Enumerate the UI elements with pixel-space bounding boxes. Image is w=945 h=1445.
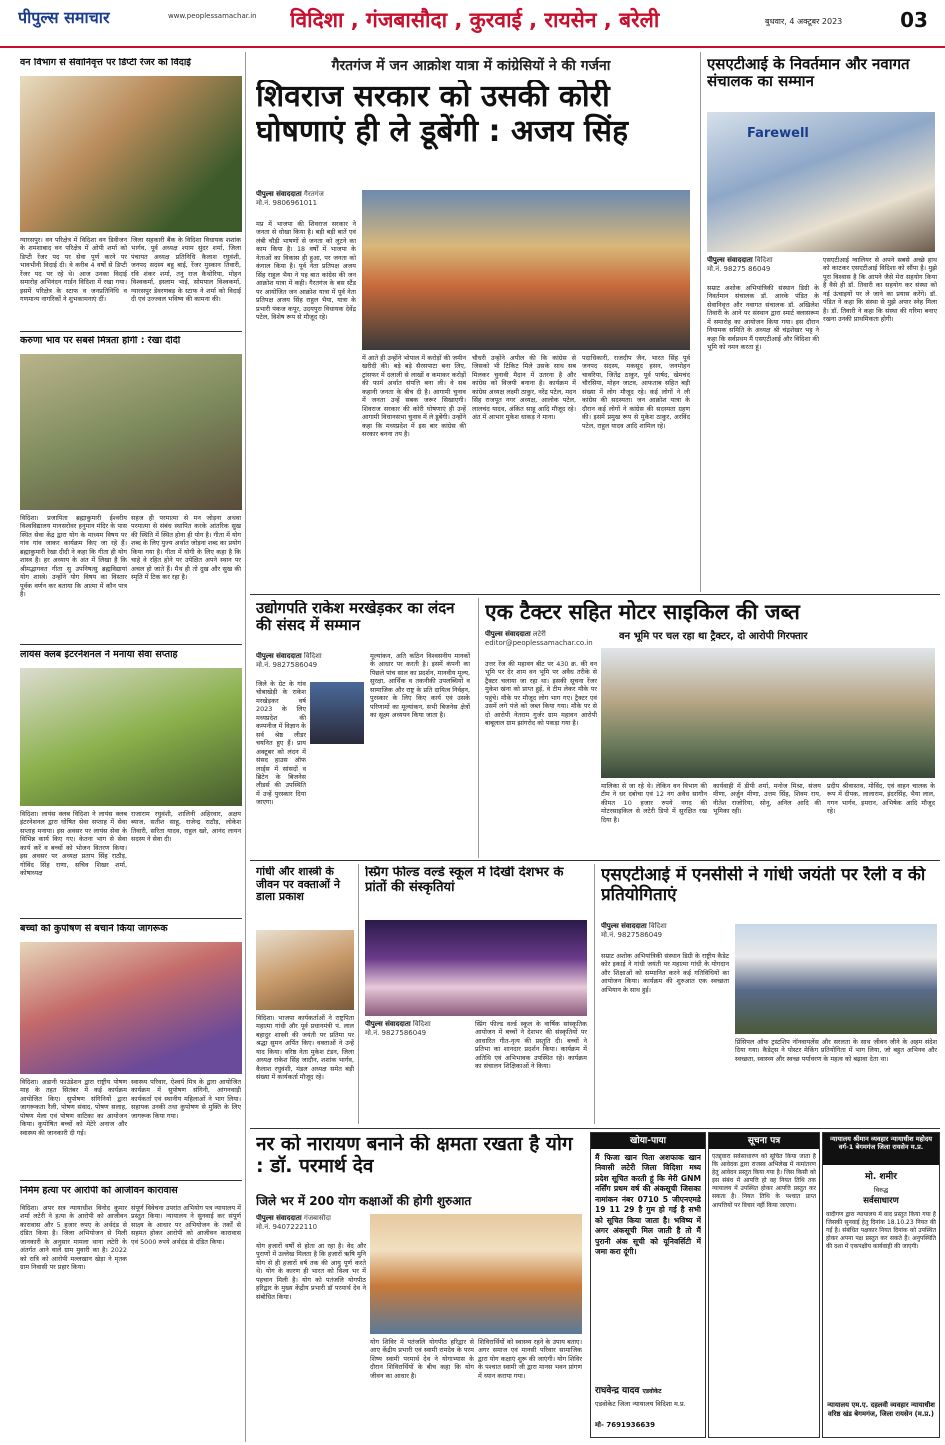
byline (707, 256, 819, 282)
story-body: कार्यवाही में डीपी शर्मा, मनोज मिश्रा, संजय मीणा, अर्जुन मीणा, उत्तम सिंह, शिवम राय, नीतेश राजोरिया, सोनू, अनिल आदि की भूमिका रही। (713, 782, 821, 816)
classified-lost (590, 1132, 706, 1438)
rally-photo (735, 924, 937, 1034)
lead-story (250, 52, 695, 592)
news-photo (256, 930, 354, 1010)
advocate-role: एडवोकेट (642, 1388, 662, 1395)
portrait-photo (310, 682, 364, 744)
story-headline: स्प्रिंग फील्ड वर्ल्ड स्कूल में दिखीं देशभर के प्रांतों की संस्कृतियां (365, 866, 564, 895)
ncc-story (594, 864, 940, 1124)
advocate-fullname: राघवेन्द्र यादव (595, 1386, 640, 1395)
story-subhead: वन भूमि पर चल रहा था ट्रैक्टर, दो आरोपी गिरफ्तार (619, 631, 808, 642)
story-body: मूल्यांकन, अति कठिन विश्वसनीय मानकों के आधार पर करती है। इसमें कंपनी का पिछले पांच साल का प्रदर्शन, मानवीय मूल्य, सुरक्षा, आर्थिक व तकनीकी उपलब्धियों व सामाजिक और राष्ट्र के प्रति दायित्व निर्वहन, पुरस्कार के लिए किए कार्य एवं उसके परिणामों का मूल्यांकन, सभी बिजनेस क्षेत्रों का सूक्ष्म अध्ययन किया जाता है। (370, 652, 470, 720)
story-headline: उद्योगपति राकेश मरखेड़कर का लंदन की संसद में सम्मान (256, 600, 455, 635)
mobile-number: मो.नं. 9407222110 (256, 1223, 318, 1232)
versus: विरुद्ध (873, 1186, 889, 1194)
story-headline: करुणा भाव पर सबसे मित्रता होगी : रेखा दीदी (20, 336, 181, 346)
byline-name: पीपुल्स संवाददाता (365, 1020, 411, 1028)
story-headline: नर को नारायण बनाने की क्षमता रखता है योग : डॉ. परमार्थ देव (256, 1134, 573, 1177)
classified-court (822, 1132, 940, 1438)
story-headline: बच्चों को कुपोषण से बचाने किया जागरूक (20, 924, 168, 934)
farewell-banner: Farewell (747, 126, 809, 141)
story-body: विदिशा। अडानी फाउंडेशन द्वारा राष्ट्रीय पोषण माह के तहत सितंबर में कई कार्यक्रम आयोजित किए। सुपोषण संगिनियों द्वारा जागरूकता रैली, पोषण संवाद, पोषण सलाह, पोषण मेला एवं पोषण वाटिका का आयोजन किया। कुपोषित बच्चों को मेटेरे अनाज और स्वास्थ्य की जानकारी दी गई। (20, 1078, 127, 1137)
story-body: योग हजारों वर्षों से होता आ रहा है। वेद और पुराणों में उल्लेख मिलता है कि हजारों ऋषि मुनि योग से ही हजारों वर्ष तक की आयु पूर्ण करते थे। योग के कारण ही भारत को विश्व भर में पहचान मिली है। योग को पतंजलि योगपीठ हरिद्वार के मुख्य केंद्रीय प्रभारी डॉ परमार्थ देव ने संबोधित किया। (256, 1242, 366, 1301)
section-label: खोया-पाया (591, 1133, 705, 1149)
mobile-number: मो.नं. 98275 86049 (707, 265, 771, 274)
respondent: सर्वसाधारण (863, 1196, 899, 1206)
party-name: मो. शमीर (865, 1172, 897, 1182)
advocate-phone: मो- 7691936639 (595, 1421, 656, 1429)
notice-body: एतद्द्वारा सर्वसाधारण को सूचित किया जाता है कि आवेदक द्वारा राजस्व अभिलेख में नामांतरण हेतु आवेदन प्रस्तुत किया गया है। जिस किसी को इस संबंध में आपत्ति हो वह नियत तिथि तक न्यायालय में उपस्थित होकर आपत्ति प्रस्तुत कर सकता है। नियत तिथि के पश्चात प्राप्त आपत्तियों पर विचार नहीं किया जाएगा। (712, 1153, 816, 1209)
mobile-number: मो.नं. 9806961011 (256, 199, 318, 208)
byline-name: पीपुल्स संवाददाता (485, 630, 531, 638)
story-headline: गांधी और शास्त्री के जीवन पर वक्ताओं ने डाला प्रकाश (256, 866, 340, 904)
section-label: सूचना पत्र (709, 1133, 819, 1149)
edition-title: विदिशा , गंजबासौदा , कुरवाई , रायसेन , बरेली (290, 8, 660, 32)
lost-notice: मैं फिजा खान पिता अशफाक खान निवासी लटेरी जिला विदिशा मध्य प्रदेश सूचित करती हूं कि मेरी GNM नर्सिंग प्रथम वर्ष की अंकसूची जिसका नामांकन नंबर 0710 5 जीएनएमडे 19 11 29 है गुम हो गई है सभी को सूचित किया जाता है। भविष्य में अगर अंकसूची मिल जाती है तो मैं पुरानी अंक सूची को यूनिवर्सिटी में जमा करा दूंगी। (595, 1153, 701, 1257)
mobile-number: मो.नं. 9827586049 (365, 1029, 427, 1038)
logo: पीपुल्स समाचार (18, 8, 110, 27)
byline-place: गैरतगंज (303, 190, 324, 198)
story-body: जिला सहकारी बैंक के विदिशा विधायक शशांक भार्गव, पूर्व अध्यक्ष श्याम सुंदर शर्मा, जिला पंचायत अध्यक्ष प्रतिनिधि कैलाश रघुवंशी, जनपद सदस्य बहु बाई, रेंजर मुस्कान तिवारी, रवि शंकर शर्मा, तनु राज कैथोरिया, मोहन विश्वकर्मा, इस्लाम भाई, सोमपाल विश्वकर्मा, ग्यारसपुर डेवरणबड़ के स्टाफ ने शर्मा को विदाई दी एवं उज्ज्वल भविष्य की कामना की। (131, 236, 241, 304)
story-body: विदिशा। प्रजापिता ब्रह्माकुमारी ईश्वरीय विश्वविद्यालय मानसरोवर हनुमान मंदिर के पास स्थित सेवा केंद्र द्वारा योग के माध्यम विषय पर गांव गांव जाकर कार्यक्रम किए जा रहे हैं। ब्रह्माकुमारी रेखा दीदी ने कहा कि गीता ही योग शास्त्र है। हर अध्याय के अंत में लिखा है कि श्रीमद्भागवत गीता सु उपनिषत्सु ब्रह्मविद्यायां योग शास्त्रे। उन्होंने योग विषय का विस्तार पूर्वक वर्णन कर बताया कि आत्मा में कौन पात्र है। (20, 514, 127, 599)
byline-name: पीपुल्स संवाददाता (256, 1214, 302, 1222)
advocate-name (595, 1383, 701, 1395)
divider (250, 860, 940, 861)
lead-headline: शिवराज सरकार को उसकी कोरी घोषणाएं ही ले डूबेंगी : अजय सिंह (256, 80, 628, 149)
rally-photo (362, 190, 690, 350)
byline-name: पीपुल्स संवाददाता (601, 922, 647, 930)
court-body: वादीगण द्वारा न्यायालय में वाद प्रस्तुत किया गया है जिसकी सुनवाई हेतु दिनांक 18.10.23 नियत की गई है। संबंधित पक्षकार नियत दिनांक को उपस्थित होकर अपना पक्ष प्रस्तुत कर सकते हैं। अनुपस्थिति की दशा में एकपक्षीय कार्यवाही की जाएगी। (826, 1211, 936, 1251)
story-body: विदिशा। अपर सत्र न्यायाधीश विनोद कुमार शर्मा लटेरी ने हत्या के आरोपी को आजीवन कारावास और 5 हजार रुपए के अर्थदंड से दंडित किया है। जिला अभियोजन से मिली जानकारी के अनुसार मामला थाना लटेरी के अंतर्गत आने वाले ग्राम मुवारी का है। 2022 को रात्रि को आरोपी मल्लखान खेड़ा ने मृतक ग्राम निवासी पर प्रहार किया। (20, 1204, 127, 1272)
farewell-photo (707, 112, 935, 252)
story-body: प्रिंसिपल ऑफ ट्रस्टशिप नॉनवायलेंस और सरलता के साथ जीवन जीने के अहम संदेश दिया गया। कैडेट्स ने पोस्टर मेकिंग प्रतियोगिता में भाग लिया, जो बहुत अभिनव और स्वच्छता, स्वास्थ्य और स्वच्छ पर्यावरण के महत्व को बढ़ावा देता था। (735, 1038, 937, 1063)
story-body: योग शिविर में पतंजलि योगपीठ हरिद्वार से आए केंद्रीय प्रभारी एवं स्वामी रामदेव के परम शिष्य स्वामी परमार्थ देव ने योगाभ्यास के दौरान शिविरार्थियों के बीच कहा कि योग जीवन का आधार है। (370, 1338, 474, 1380)
byline-place: विदिशा (648, 922, 667, 930)
byline (256, 1214, 366, 1240)
byline-place: विदिशा (412, 1020, 431, 1028)
advocate-address: एडवोकेट जिला न्यायालय विदिशा म.प्र. (595, 1400, 686, 1408)
mobile-number: मो.नं. 9827586049 (256, 661, 318, 670)
story-body: चौधरी उन्होंने अपील की कि कांग्रेस से जिसको भी टिकिट मिले उसके साथ सब मिलकर चुनावी मैदान में उतरना है और कांग्रेस को विजयी बनाना है। कार्यक्रम में कांग्रेस अध्यक्ष लक्ष्मी ठाकुर, नरेंद्र पटेल, मदन सिंह राजपूत नगर अध्यक्ष, आलोक पटेल, लालचंद यादव, अंकित साहू आदि मौजूद रहे। अंत में आभार मुकेश धाकड़ ने माना। (472, 354, 576, 422)
byline-name: पीपुल्स संवाददाता (256, 652, 302, 660)
classified-notice (708, 1132, 820, 1438)
divider (250, 594, 940, 595)
story-subhead: जिले भर में 200 योग कक्षाओं की होगी शुरुआत (256, 1194, 472, 1208)
story-headline: निर्मम हत्या पर आरोपी को आजीवन कारावास (20, 1186, 178, 1196)
story-body: प्रदीप श्रीवास्तव, मोविंद, एवं वाहन चालक के रूप में दीपक, लालाराम, इंदरसिंह, भैया लाल, गगन भार्गव, इमरान, अभिषेक आदि मौजूद रहे। (827, 782, 935, 816)
byline (365, 1020, 471, 1046)
story-body: शिविरार्थियों को स्वास्थ्य रहने के उपाय बताए। अगर समाज एवं मानसी परिवार सामाजिक द्वारा योग कक्षाएं शुरू की जाएंगी। योग शिविर के पश्चात स्वामी जी द्वारा मानस भवन प्रांगण में ध्यान कराया गया। (478, 1338, 582, 1380)
mobile-number: मो.नं. 9827586049 (601, 931, 663, 940)
story-body: में आते ही उन्होंने भोपाल में करोड़ों की जमीन खरीदी की। बड़े बड़े सैरसपाटा बना लिए, ट्रांसफर में दलाली से लाखों व कमाकर करोड़ों की फार्म अर्थात संपत्ति बना ली। वे सब कहानी जनता के बीच दी है। आगामी चुनाव में जनता उन्हें सबक जरूर सिखाएगी। शिवराज सरकार की कोरी घोषणाएं ही उन्हें आगामी विधानसभा चुनाव में ले डूबेंगी। उन्होंने कहा कि मध्यप्रदेश में इस बार कांग्रेस की सरकार बनना तय है। (362, 354, 466, 439)
story-body: ग्यारसपुर। वन परिक्षेत्र में विदिशा वन डिवीजन के शमशाबाद वन परिक्षेत्र में ओपी शर्मा को डिप्टी रेंजर पद पर सेवा पूर्ण करने पर भावभीनी विदाई दी। वे करीब 4 वर्षों से डिप्टी रेंजर पद पर रहे थे। आज उनका विदाई समारोह अभिनंदन गार्डन विदिशा में रखा गया। इसमें परिक्षेत्र के स्टाफ व जनप्रतिनिधि व गणमान्य नागरिकों ने शुभकामनाएं दीं। (20, 236, 127, 304)
rakesh-story (250, 598, 474, 858)
seizure-photo (601, 648, 935, 778)
news-photo (20, 76, 242, 232)
story-body: मप्र में भाजपा की शिवराज सरकार ने जनता से धोखा किया है। बड़ी बड़ी बातें एवं लंबी चौड़ी भाषणों से जनता को लूटने का काम किया है। 18 वर्षों में भाजपा के नेताओं का विकास ही हुआ, पर जनता को कंगाल किया है। पूर्व नेता प्रतिपक्ष अजय सिंह राहुल भैया ने यह बात कांग्रेस की जन आक्रोश यात्रा में कही। गैरतगंज के बस स्टैंड पर आयोजित जन आक्रोश यात्रा में पूर्व नेता प्रतिपक्ष अजय सिंह राहुल भैया, यात्रा के प्रभारी पंकज कपूर, उदयपुरा विधायक देवेंद्र पटेल, विशेष रूप से मौजूद रहे। (256, 220, 356, 321)
byline-name: पीपुल्स संवाददाता (707, 256, 753, 264)
website: www.peoplessamachar.in (168, 12, 257, 20)
divider (20, 1180, 242, 1181)
story-headline: एक टैक्टर सहित मोटर साइकिल की जब्त (485, 600, 800, 624)
story-body: मालिका से जा रहे थे। लेकिन वन विभाग की टीम ने धर दबोचा एवं 12 नग अवैध सागौन कीमत 10 हजार रुपये नगद की मोटरसाइकिल से लटेरी डिपो में सुरक्षित रख दिया है। (601, 782, 707, 824)
page-number: 03 (900, 8, 928, 32)
story-body: जिले के ग्रेट के गांव चोबाखेड़ी के राकेश मरखेड़कर वर्ष 2023 के लिए मध्यप्रदेश की कम्पनीज में विज्ञान के सर्व श्रेष्ठ लीडर चयनित हुए हैं। प्राय अक्टूबर को लंदन में संसद हाउस ऑफ लार्ड्स में सांसदों व ब्रिटेन के बिजनेस लीडर्स की उपस्थिति में उन्हें पुरस्कार दिया जाएगा। (256, 680, 306, 807)
divider (20, 918, 242, 919)
story-headline: लायंस क्लब इंटरनेशनल ने मनाया सेवा सप्ताह (20, 650, 178, 660)
byline (485, 630, 615, 656)
byline-place: विदिशा (754, 256, 773, 264)
byline (256, 652, 366, 678)
email: editor@peoplessamachar.co.in (485, 639, 593, 648)
issue-date: बुधवार, 4 अक्टूबर 2023 (765, 17, 843, 26)
left-column (0, 52, 246, 1442)
sati-story (700, 52, 940, 592)
byline-place: गंजबासौदा (303, 1214, 331, 1222)
story-body: एसएटीआई ग्वालियर से अपने सबसे अच्छे हाथ को काटकर एसएटीआई विदिशा को सौंपा है। मुझे पूरा विश्वास है कि आपने जैसे मेरा सहयोग किया है वैसे ही डॉ. तिवारी का सहयोग कर संस्था को नई ऊंचाइयों पर ले जाने का प्रयास करेंगे। डॉ. पंडित ने कहा कि संस्था से मुझे अपार स्नेह मिला है। डॉ. तिवारी ने कहा कि संस्था की गरिमा बनाए रखना उनकी प्राथमिकता होगी। (823, 256, 937, 324)
story-body: संपूर्ण विवेचना उपरांत अभियोग पत्र न्यायालय में प्रस्तुत किया। न्यायालय ने सुनवाई कर संपूर्ण साक्ष्य के आधार पर अभियोजन के तर्कों से सहमत होकर आरोपी को आजीवन कारावास एवं 5000 रुपये अर्थदंड से दंडित किया। (131, 1204, 241, 1246)
story-body: स्वास्थ्य परिवार, ऐश्वर्य मित्र के द्वारा आयोजित कार्यक्रम में सुपोषण संगिनी, आंगनवाड़ी कार्यकर्ता एवं स्थानीय महिलाओं ने भाग लिया। सहायक उनकी तथा कुपोषण से मुक्ति के लिए जागरूक किया गया। (131, 1078, 241, 1120)
story-headline: एसएटीआई के निवर्तमान और नवागत संचालक का सम्मान (707, 56, 910, 91)
story-body: विदिशा। भाजपा कार्यकर्ताओं ने राष्ट्रपिता महात्मा गांधी और पूर्व प्रधानमंत्री पं. लाल बहादुर शास्त्री की जयंती पर प्रतिमा पर श्रद्धा सुमन अर्पित किए। वक्ताओं ने उन्हें याद किया। वरिष्ठ नेता मुकेश टंडन, जिला अध्यक्ष राकेश सिंह जादौन, शशांक भार्गव, कैलाश रघुवंशी, मंडल अध्यक्ष समेत बड़ी संख्या में कार्यकर्ता मौजूद रहे। (256, 1014, 354, 1082)
court-footer: न्यायालय एम.ए. दहलवी व्यवहार न्यायाधीश वरिष्ठ खंड बेगमगंज, जिला रायसेन (म.प्र.) (827, 1401, 935, 1418)
story-body: सम्राट अशोक अभियांत्रिकी संस्थान डिग्री के राष्ट्रीय कैडेट कोर इकाई ने गांधी जयंती पर महात्मा गांधी के योगदान और शिक्षाओं को सम्मानित करने कई गतिविधियों का आयोजन किया। कार्यक्रम की शुरुआत एक स्वच्छता अभियान के साथ हुई। (601, 952, 729, 994)
yoga-photo (370, 1214, 582, 1334)
story-body: सहज ही परमात्मा से मन जोड़ना अथवा परमात्मा से संबंध स्थापित करके आंतरिक सुख की स्थिति में स्थित होना ही योग है। गीता में योग शब्द के लिए युज्य अर्थात जोड़ना शब्द का प्रयोग किया गया है। गीता में योगी के लिए कहा है कि चाहे वे रहित होने पर उपेक्षित अपने स्थान पर अचल हो जाते हैं। मैथ ही तो दुख और सुख की स्मृति में टिक कर रहा है। (131, 514, 241, 582)
spring-story (358, 864, 590, 1124)
news-photo (20, 354, 242, 510)
divider (20, 644, 242, 645)
dance-photo (365, 920, 587, 1016)
story-body: पदाधिकारी, राजदीप जैन, भारत सिंह पूर्व जनपद सदस्य, मकसूद हसन, जनमोहन चावरिया, जितेंद्र ठाकुर, पूर्व पार्षद, खेमचंद चौरसिया, मोहन जाटव, आफताब सहित बड़ी संख्या में लोग मौजूद रहे। कई लोगों ने ली कांग्रेस की सदस्यता। जन आक्रोश यात्रा के दौरान कई लोगों ने कांग्रेस की सदस्यता ग्रहण की। इसमें प्रमुख रूप से मुकेश ठाकुर, अरविंद पटेल, राहुल यादव आदि शामिल रहे। (582, 354, 690, 430)
story-headline: वन विभाग से सेवानिवृत्त पर डिप्टी रेंजर को विदाई (20, 58, 191, 68)
story-body: सम्राट अशोक अभियांत्रिकी संस्थान डिग्री के निवर्तमान संचालक डॉ. आरके पंडित के सेवानिवृत्त और नवागत संचालक डॉ. अखिलेश तिवारी के आने पर संस्थान द्वारा स्मार्ट क्लासरूम में समारोह का आयोजन किया गया। इस दौरान नियामक समिति के अध्यक्ष श्री चंद्रशेखर भट्ट ने कहा कि सर्वप्रथम मैं एसएटीआई और विदिशा की भूमि को नमन करता हूं। (707, 284, 819, 352)
gandhi-story (250, 864, 356, 1124)
kicker: गैरतगंज में जन आक्रोश यात्रा में कांग्रेसियों ने की गर्जना (331, 58, 611, 74)
divider (20, 331, 242, 332)
byline-place: लटेरी (532, 630, 546, 638)
court-title: न्यायालय श्रीमान व्यवहार न्यायाधीश महोदय वर्ग-1 बेगमगंज जिला रायसेन म.प्र. (823, 1133, 939, 1165)
byline (601, 922, 721, 948)
yoga-story (250, 1132, 586, 1442)
byline-name: पीपुल्स संवाददाता (256, 190, 302, 198)
story-headline: एसएटीआई में एनसीसी ने गांधी जयंती पर रैली व की प्रतियोगिताएं (601, 866, 926, 905)
story-body: विदिशा। लायंस क्लब विदिशा ने लायंस क्लब इंटरनेशनल द्वारा घोषित सेवा सप्ताह में सेवा सप्ताह मनाया। इस अवसर पर लायंस सेवा के विभिन्न कार्य किए गए। केतना भाग से सेवा कार्य करें व बच्चों को भोजन वितरण किया। इस अवसर पर अध्यक्ष प्रताप सिंह राठौड़, गोविंद सिंह राणा, सचिव शिखर शर्मा, कोषाध्यक्ष (20, 810, 127, 878)
story-body: राजाराम रघुवंशी, शालिनी अहिरवार, अक्षय ब्याज, सतीश साहू, राजेन्द्र राठौड़, लोकेश तिवारी, सरिता यादव, राहुल खरे, आनंद लायन सदस्य ने सेवा दी। (131, 810, 241, 844)
byline (256, 190, 376, 218)
tractor-story (478, 598, 940, 858)
story-body: उत्तर रेंज की महावन बीट पर 430 क्र. की वन भूमि पर देर शाम वन भूमि पर अवैध तरीके से ट्रैक्टर चलाया जा रहा था। इसकी सूचना रेंजर मुकेश खंना को प्राप्त हुई, वे टीम लेकर मौके पर पहुंचे। मौके पर मौजूद लोग भाग गए। ट्रैक्टर एवं उसमें लगे पंजे को जब्त किया गया। मौके पर से दो आरोपी नेतराम गुर्जर ग्राम महावन आरोपी बाबूलाल ग्राम झांगरोद को पकड़ा गया है। (485, 660, 597, 728)
byline-place: विदिशा (303, 652, 322, 660)
story-body: स्प्रिंग फील्ड वर्ल्ड स्कूल के वार्षिक सांस्कृतिक आयोजन में बच्चों ने देशभर की संस्कृतियों पर आधारित गीत-नृत्य की प्रस्तुति दी। बच्चों ने प्रतिभा का शानदार प्रदर्शन किया। कार्यक्रम में अतिथि एवं अभिभावक उपस्थित रहे। कार्यक्रम का संचालन शिक्षिकाओं ने किया। (475, 1020, 587, 1071)
divider (250, 1128, 940, 1129)
news-photo (20, 668, 242, 806)
news-photo (20, 942, 242, 1074)
masthead (0, 0, 945, 48)
